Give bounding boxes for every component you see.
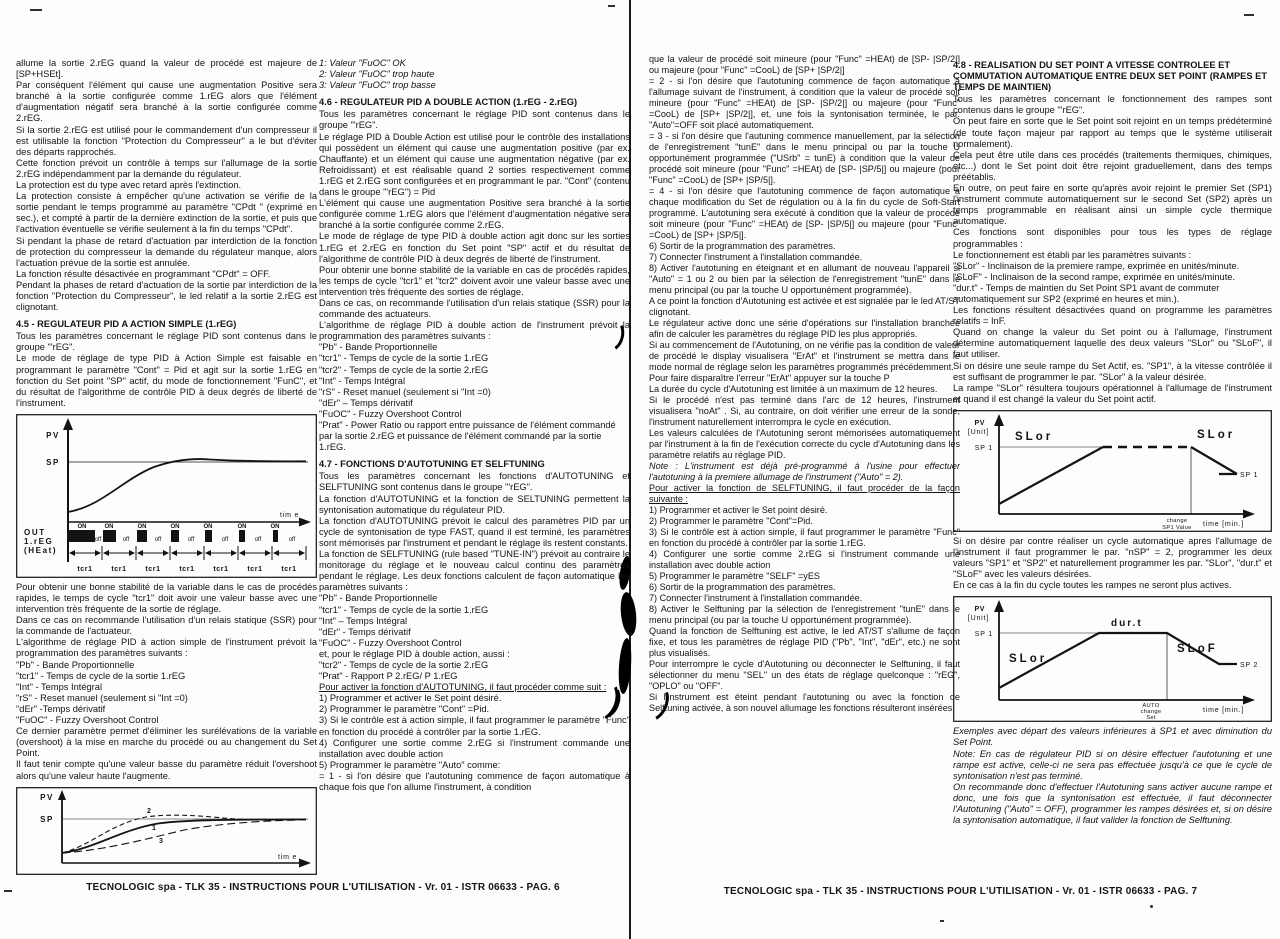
axis-label-pv: PV xyxy=(40,792,54,802)
paragraph: Tous les paramètres concernant les fonctions d'AUTOTUNING et SELFTUNING sont contenus dans le groupe "'rEG". xyxy=(319,471,630,493)
pulse-off-label: off xyxy=(288,536,296,543)
section-heading: 4.5 - REGULATEUR PID A ACTION SIMPLE (1.rEG) xyxy=(16,319,237,330)
paragraph: Note: En cas de régulateur PID si on désire effectuer l'autotuning et une rampe est active, celle-ci ne sera pas effectuée jusqu'à ce que le cycle de syntonisation n'est pas terminé. xyxy=(953,748,1272,781)
fuoc-overshoot-diagram xyxy=(16,787,317,875)
text-block-group xyxy=(953,726,1272,826)
paragraph: En outre, on peut faire en sorte qu'après avoir rejoint le premier Set (SP1) l'instrument commute automatiquement sur le second Set (SP2) après un temps programmable en réalisant ainsi un simple cycle thermique automatique. xyxy=(953,183,1272,227)
paragraph: 3) Si le contrôle est à action simple, il faut programmer le paramètre "Func" en fonction du procédé à contrôler par la sortie 1.rEG. xyxy=(649,527,960,548)
pulse-on-label: ON xyxy=(237,523,247,530)
paragraph: La rampe "SLor" résultera toujours opérationnel à l'allumage de l'instrument et quand il est changé la valeur du Set point actif. xyxy=(953,382,1272,404)
pulse-off-label: off xyxy=(154,536,162,543)
slor-label: SLor xyxy=(1015,430,1054,443)
paragraph: 2) Programmer le paramètre "Cont" =Pid. xyxy=(319,704,490,715)
paragraph: Si l'instrument est éteint pendant l'autotuning ou avec la fonction de Selftuning activée, à son nouvel allumage les fonctions résulteront insérées. xyxy=(649,692,960,713)
tcr1-label: tcr1 xyxy=(179,565,195,573)
axis-label-time: tim e xyxy=(278,853,298,861)
sp2-label: SP 2 xyxy=(1240,662,1259,670)
paragraph: = 1 - si l'on désire que l'autotuning commence de façon automatique à chaque fois que l'on allume l'instrument, à condition xyxy=(319,770,630,792)
paragraph: 8) Activer l'autotuning en éteignant et en allumant de nouveau l'appareil si "Auto" = 1 ou 2 ou bien par la sélection de l'enregistrement "tunE" dans le menu principal (ou par la touche U opportunément programmée). xyxy=(649,263,960,295)
axis-label-pv: PV xyxy=(974,419,985,427)
slor-label: SLor xyxy=(1009,653,1048,666)
paragraph: Quand la fonction de Selftuning est active, le led AT/ST s'allume de façon fixe, et tous les paramètres de réglage PID ("Pb", "Int", "dEr", etc.) ne sont plus visualisés. xyxy=(649,626,960,658)
pulse-off-label: off xyxy=(94,536,102,543)
paragraph: "tcr2" - Temps de cycle de la sortie 2.rEG xyxy=(319,659,489,670)
paragraph: "tcr2" - Temps de cycle de la sortie 2.rEG xyxy=(319,364,489,375)
paragraph: "SLoF" - Inclinaison de la second rampe, exprimée en unités/minute. xyxy=(953,271,1236,282)
paragraph: "Pb" - Bande Proportionnelle xyxy=(319,593,438,604)
tcr1-label: tcr1 xyxy=(213,565,229,573)
paragraph: Ce dernier paramètre permet d'éliminer les surélévations de la variable (overshoot) à la mise en marche du procédé ou au changement du Set Point. xyxy=(16,726,317,759)
paragraph: 8) Activer le Selftuning par la sélection de l'enregistrement "tunE" dans le menu principal (ou par la touche U opportunément programmée). xyxy=(649,604,960,625)
curve-label-3: 3 xyxy=(159,837,164,845)
paragraph: 1) Programmer et activer le Set point désiré. xyxy=(319,693,502,704)
paragraph: "FuOC" - Fuzzy Overshoot Control xyxy=(319,637,462,648)
paragraph: On peut faire en sorte que le Set point soit rejoint en un temps prédéterminé (de toute façon majeur par rapport au temps que le système utiliserait normalement). xyxy=(953,116,1272,149)
paragraph: 6) Sortir de la programmation des paramètres. xyxy=(649,582,836,592)
paragraph: Cela peut être utile dans ces procédés (traitements thermiques, chimiques, etc...) dont le Set point doit être rejoint graduellement, dans des temps préétablis. xyxy=(953,149,1272,182)
paragraph: "Int" - Temps Intégral xyxy=(16,681,103,692)
paragraph: Pour obtenir une bonne stabilité de la variable en cas de procédés rapides, les temps de cycle "tcr1" et "tcr2" doivent avoir une valeur basse avec une intervention très fréquente des sorties de réglage. xyxy=(319,264,630,297)
paragraph: "Prat" - Rapport P 2.rEG/ P 1.rEG xyxy=(319,671,458,682)
text-block-group xyxy=(953,60,1272,405)
auto-change-label: Set xyxy=(1146,715,1156,722)
paragraph: Pour faire disparaître l'erreur "ErAt" appuyer sur la touche P xyxy=(649,373,890,383)
paragraph: Pour activer la fonction d'AUTOTUNING, il faut procéder comme suit : xyxy=(319,682,607,693)
right-page-column-2 xyxy=(953,54,1272,886)
paragraph: 4) Configurer une sortie comme 2.rEG si l'instrument commande une installation avec double action xyxy=(319,737,630,759)
pulse-on-label: ON xyxy=(137,523,147,530)
paragraph: Si le procédé n'est pas terminé dans l'arc de 12 heures, l'instrument visualisera "noAt" . Si, au contraire, on doit vérifier une erreur de la sonde, l'instrument naturellement interrompra le cycle en exécution. xyxy=(649,395,960,427)
paragraph: Tous les paramètres concernant le réglage PID sont contenus dans le groupe "'rEG". xyxy=(319,109,630,131)
paragraph: 3: Valeur "FuOC" trop basse xyxy=(319,80,436,91)
paragraph: Le mode de réglage de type PID à Action Simple est faisable en programmant le paramètre "Cont" = Pid et agit sur la sortie 1.rEG en fonction du Set point "SP" actif, du mode de fonctionnement "FunC", et du résultat de l'algorithme de contrôle PID à deux degrés de liberté de l'instrument. xyxy=(16,353,317,408)
paragraph: Dans ce cas on recommande l'utilisation d'un relais statique (SSR) pour la commande de l'actuateur. xyxy=(16,615,317,637)
crop-mark xyxy=(1244,14,1254,16)
output-label: (HEat) xyxy=(24,545,58,555)
sp1-label: SP 1 xyxy=(974,631,993,639)
axis-label-pv: PV xyxy=(46,430,60,440)
axis-label-time: tim e xyxy=(280,511,300,519)
pulse-off-label: off xyxy=(187,536,195,543)
section-heading: 4.8 - REALISATION DU SET POINT A VITESSE CONTROLEE ET COMMUTATION AUTOMATIQUE ENTRE DEUX SET POINT (RAMPES ET TEMPS DE MAINTIEN) xyxy=(953,60,1268,93)
paragraph: Si au commencement de l'Autotuning, on ne vérifie pas la condition de valeur de procédé le display visualisera "ErAt" et l'instrument se mettra dans le mode normal de réglage selon les paramètres programmés précédemment. xyxy=(649,340,960,372)
paragraph: Le mode de réglage de type PID à double action agit donc sur les sorties 1.rEG et 2.rEG en fonction du Set point "SP" actif et du résultat de l'algorithme de contrôle PID à deux degrés de liberté de l'instrument. xyxy=(319,231,630,264)
paragraph: Tous les paramètres concernant le fonctionnement des rampes sont contenus dans le groupe "'rEG". xyxy=(953,94,1272,116)
crop-mark xyxy=(30,9,42,11)
section-heading: 4.7 - FONCTIONS D'AUTOTUNING ET SELFTUNING xyxy=(319,459,545,470)
paragraph: 1: Valeur "FuOC" OK xyxy=(319,58,406,68)
paragraph: 2: Valeur "FuOC" trop haute xyxy=(319,69,435,80)
tcr1-label: tcr1 xyxy=(77,565,93,573)
paragraph: que la valeur de procédé soit mineure (pour "Func" =HEAt) de [SP- |SP/2|] ou majeure (pour "Func" =CooL) de [SP+ |SP/2|] xyxy=(649,54,960,75)
curve-label-1: 1 xyxy=(152,824,157,832)
paragraph: Le réglage PID à Double Action est utilisé pour le contrôle des installations qui possèdent un élément qui cause une augmentation positive (par ex. Chauffante) et un élément qui cause une augmentation négative (par ex. Refroidissant) et est réalisable quand 2 sorties respectivement comme 1.rEG et 2.rEG sont configurées et en programmant le par. "Cont" (contenu dans le groupe "'rEG") = Pid xyxy=(319,131,630,198)
axis-label-time: time [min.] xyxy=(1203,707,1245,715)
auto-change-label: AUTO xyxy=(1142,703,1160,710)
output-label: 1.rEG xyxy=(24,536,54,546)
paragraph: "Pb" - Bande Proportionnelle xyxy=(319,342,438,353)
paragraph: "FuOC" - Fuzzy Overshoot Control xyxy=(319,408,462,419)
paragraph: Pour obtenir une bonne stabilité de la variable dans le cas de procédés rapides, le temps de cycle "tcr1" doit avoir une valeur basse avec une intervention très fréquente de la sortie de réglage. xyxy=(16,581,317,615)
left-page-column-1 xyxy=(16,58,317,880)
paragraph: "dEr" – Temps dérivatif xyxy=(319,397,413,408)
crop-mark xyxy=(940,920,944,922)
pulse-off-label: off xyxy=(254,536,262,543)
pid-simple-action-diagram xyxy=(16,414,317,578)
crop-mark xyxy=(608,5,615,7)
paragraph: Cette fonction prévoit un contrôle à temps sur l'allumage de la sortie 2.rEG indépendamment par la demande du régulateur. xyxy=(16,157,317,179)
slor-label: SLor xyxy=(1197,428,1236,441)
slof-label: SLoF xyxy=(1177,643,1218,656)
paragraph: = 3 - si l'on désire que l'autuning commence manuellement, par la sélection de l'enregistrement "tunE" dans le menu principal ou par la touche U opportunément programmée ("USrb" = tunE) à condition que la valeur de procédé soit mineure (pour "Func" =HEAt) de [SP- |SP/5|] ou majeure (pour "Func" =CooL) de [SP+ |SP/5|]. xyxy=(649,131,960,185)
paragraph: Si pendant la phase de retard d'actuation par interdiction de la fonction de protection du compresseur la demande du régulateur manque, alors l'actuation prévue de la sortie est annulée. xyxy=(16,235,317,268)
pulse-on-label: ON xyxy=(77,523,87,530)
paragraph: 6) Sortir de la programmation des paramètres. xyxy=(649,241,836,251)
paragraph: La fonction de SELFTUNING (rule based "TUNE-IN") prévoit au contraire le monitorage du réglage et le nouveau calcul continu des paramètres pendant le réglage. Les deux fonctions calculent de façon automatique les paramètres suivants : xyxy=(319,549,630,593)
paragraph: Si on désire par contre réaliser un cycle automatique apres l'allumage de l'instrument il faut programmer le par. "nSP" = 2, programmer les deux valeurs "SP1" et "SP2" et naturellement programmer les par. "SLor", "dur.t" et "SLoF" avec les valeurs désirées. xyxy=(953,535,1272,580)
text-block-group xyxy=(16,582,317,782)
paragraph: et, pour le réglage PID à double action, aussi : xyxy=(319,648,510,659)
paragraph: = 2 - si l'on désire que l'autotuning commence de façon automatique à l'allumage suivant de l'instrument, à condition que la valeur de procédé soit mineure (pour "Func" =HEAt) de [SP- |SP/2|] ou majeure (pour "Func" =CooL) de [SP+ |SP/2|], et, une fois la syntonisation terminée, le par. "Auto"=OFF soit placé automatiquement. xyxy=(649,76,960,130)
paragraph: "dEr" - Temps dérivatif xyxy=(319,626,411,637)
paragraph: Les fonctions résultent désactivées quand on programme les paramètres relatifs = InF. xyxy=(953,305,1272,327)
paragraph: La durée du cycle d'Autotuning est limitée à un maximum de 12 heures. xyxy=(649,384,938,394)
paragraph: Ces fonctions sont disponibles pour tous les types de réglage programmables : xyxy=(953,227,1272,249)
pulse-off-label: off xyxy=(122,536,130,543)
paragraph: "rS" - Reset manuel (seulement si "Int =0) xyxy=(319,386,491,397)
paragraph: "Int" - Temps Intégral xyxy=(319,375,406,386)
paragraph: "SLor" - Inclinaison de la premiere rampe, exprimée en unités/minute. xyxy=(953,260,1240,271)
text-block-group xyxy=(953,536,1272,591)
paragraph: Exemples avec départ des valeurs inférieures à SP1 et avec diminution du Set Point. xyxy=(953,726,1272,748)
curve-label-2: 2 xyxy=(147,807,152,815)
paragraph: La protection consiste à empêcher qu'une activation se vérifie de la sortie pendant le temps programmé au paramètre "CPdt " (exprimé en sec.), et compté à partir de la dernière extinction de la sortie, et puis que l'activation éventuelle se vérifie seulement à la fin du temps "CPdt". xyxy=(16,191,317,235)
paragraph: La fonction d'AUTOTUNING prévoit le calcul des paramètres PID par un cycle de syntonisation de type FAST, quand il est terminé, les paramètres sont mémorisés par l'instrument et pendant le réglage ils restent constants. xyxy=(319,515,630,548)
output-label: OUT xyxy=(24,527,46,537)
crop-mark xyxy=(4,890,12,892)
paragraph: Note : L'instrument est déjà pré-programmé à l'usine pour effectuer l'autotuning à la premiere allumage de l'instrument ("Auto" = 2). xyxy=(649,461,960,482)
durt-label: dur.t xyxy=(1111,618,1143,630)
paragraph: Quand on change la valeur du Set point ou à l'allumage, l'instrument détermine automatiquement laquelle des deux valeurs "SLor" ou "SLoF", il faut utiliser. xyxy=(953,327,1272,360)
paragraph: "Pb" - Bande Proportionnelle xyxy=(16,659,135,670)
change-label: SP1 Value xyxy=(1162,524,1192,531)
paragraph: "Prat" - Power Ratio ou rapport entre puissance de l'élément commandé par la sortie 2.rEG et puissance de l'élément commandé par la sortie 1.rEG. xyxy=(319,420,616,453)
tcr1-label: tcr1 xyxy=(145,565,161,573)
page-footer-right: TECNOLOGIC spa - TLK 35 - INSTRUCTIONS POUR L'UTILISATION - Vr. 01 - ISTR 06633 - PAG. 7 xyxy=(723,886,1198,897)
crop-mark xyxy=(1150,905,1153,908)
paragraph: Le fonctionnement est établi par les paramètres suivants : xyxy=(953,249,1192,260)
text-block-group xyxy=(16,58,317,409)
pulse-on-label: ON xyxy=(203,523,213,530)
sp1-label: SP 1 xyxy=(974,444,993,452)
paragraph: On recommande donc d'effectuer l'Autotuning sans activer aucune rampe et donc, une fois que la syntonisation est effectuée, il faut déconnecter l'Autotuning ("Auto" = OFF), programmer les rampes désirées et, si on désire la syntonisation automatique, il faut valider la fonction de Selftuning. xyxy=(953,781,1272,826)
axis-label-pv: PV xyxy=(974,606,985,614)
left-page-column-2 xyxy=(319,58,630,880)
paragraph: allume la sortie 2.rEG quand la valeur de procédé est majeure de [SP+HSEt]. xyxy=(16,58,317,80)
paragraph: 2) Programmer le paramètre "Cont"=Pid. xyxy=(649,516,813,526)
pulse-on-label: ON xyxy=(104,523,114,530)
pulse-on-label: ON xyxy=(170,523,180,530)
slor-ramp-diagram xyxy=(953,410,1272,532)
ramp-cycle-diagram xyxy=(953,596,1272,722)
paragraph: La fonction d'AUTOTUNING et la fonction de SELTUNING permettent la syntonisation automatique du régulateur PID. xyxy=(319,493,630,515)
paragraph: Les valeurs calculées de l'Autotuning seront mémorisées automatiquement par l'instrument à la fin de l'exécution correcte du cycle d'Autotuning dans les paramètre relatifs au réglage PID. xyxy=(649,428,960,460)
pulse-off-label: off xyxy=(221,536,229,543)
paragraph: = 4 - si l'on désire que l'autotuning commence de façon automatique à chaque modification du Set de régulation ou à la fin du cycle de Soft-Start programmé. L'autotuning sera exécuté à condition que la valeur de procédé soit mineure (pour "Func" =HEAt) de [SP- |SP/5|] ou majeure (pour "Func" =CooL) de [SP+ |SP/5|]. xyxy=(649,186,960,240)
paragraph: Si on désire une seule rampe du Set Actif, es. "SP1", à la vitesse contrôlée il est suffisant de programmer le par. "SLor" à la valeur désirée. xyxy=(953,360,1272,382)
paragraph: En ce cas à la fin du cycle toutes les rampes ne seront plus actives. xyxy=(953,580,1232,591)
right-page-column-1 xyxy=(649,54,960,882)
paragraph: "dEr" -Temps dérivatif xyxy=(16,703,106,714)
paragraph: Pendant la phases de retard d'actuation de la sortie par interdiction de la fonction "Protection du Compresseur", le led relatif a la sortie 2.rEG est clignotant. xyxy=(16,279,317,313)
paragraph: Pour interrompre le cycle d'Autotuning ou déconnecter le Selftuning, il faut sélectionner du menu "SEL" un des états de réglage quelconque : "rEG", "OPLO" ou "OFF". xyxy=(649,659,960,691)
paragraph: La protection est du type avec retard après l'extinction. xyxy=(16,180,242,191)
axis-label-unit: [Unit] xyxy=(967,428,989,436)
paragraph: "tcr1" - Temps de cycle de la sortie 1.rEG xyxy=(16,670,186,681)
paragraph: 7) Connecter l'instrument à l'installation commandée. xyxy=(649,593,863,603)
paragraph: L'algorithme de réglage PID à action simple de l'instrument prévoit la programmation des paramètres suivants : xyxy=(16,637,317,659)
paragraph: Le régulateur active donc une série d'opérations sur l'installation branchée afin de calculer les paramètres du réglage PID les plus appropriés. xyxy=(649,318,960,339)
axis-label-time: time [min.] xyxy=(1203,520,1245,528)
text-block-group xyxy=(649,54,960,714)
paragraph: Si la sortie 2.rEG est utilisé pour le commandement d'un compresseur il est utilisable la fonction "Protection du Compresseur" a le but d'éviter des départs rapprochés. xyxy=(16,124,317,157)
paragraph: 7) Connecter l'instrument à l'installation commandée. xyxy=(649,252,863,262)
paragraph: 3) Si le contrôle est à action simple, il faut programmer le paramètre "Func" en fonction du procédé à contrôler par la sortie 1.rEG. xyxy=(319,715,630,737)
paragraph: L'élément qui cause une augmentation Positive sera branché à la sortie configurée comme 1.rEG alors que l'élément d'augmentation négative sera branché à la sortie configurée comme 2.rEG. xyxy=(319,198,630,231)
tcr1-label: tcr1 xyxy=(111,565,127,573)
paragraph: 5) Programmer le paramètre "Auto" comme: xyxy=(319,759,501,770)
paragraph: 5) Programmer le paramètre "SELF" =yES xyxy=(649,571,820,581)
paragraph: Dans ce cas, on recommande l'utilisation d'un relais statique (SSR) pour la commande des actuateurs. xyxy=(319,297,630,320)
section-heading: 4.6 - REGULATEUR PID A DOUBLE ACTION (1.rEG - 2.rEG) xyxy=(319,97,578,108)
paragraph: Tous les paramètres concernant le réglage PID sont contenus dans le groupe "'rEG". xyxy=(16,331,317,353)
sp1-right-label: SP 1 xyxy=(1240,471,1259,479)
pulse-on-label: ON xyxy=(270,523,280,530)
paragraph: La fonction résulte désactivée en programmant "CPdt" = OFF. xyxy=(16,268,271,279)
paragraph: "FuOC" - Fuzzy Overshoot Control xyxy=(16,715,159,726)
paragraph: "Int" – Temps Intégral xyxy=(319,615,408,626)
paragraph: 4) Configurer une sortie comme 2.rEG si l'instrument commande une installation avec double action xyxy=(649,549,960,570)
paragraph: "tcr1" - Temps de cycle de la sortie 1.rEG xyxy=(319,604,489,615)
paragraph: 1) Programmer et activer le Set point désiré. xyxy=(649,505,828,515)
page-footer-left: TECNOLOGIC spa - TLK 35 - INSTRUCTIONS POUR L'UTILISATION - Vr. 01 - ISTR 06633 - PAG. 6 xyxy=(86,882,560,893)
paragraph: Il faut tenir compte qu'une valeur basse du paramètre réduit l'overshoot alors qu'une valeur haute l'augmente. xyxy=(16,759,317,781)
paragraph: L'algorithme de réglage PID à double action de l'instrument prévoit la programmation des paramètres suivants : xyxy=(319,320,630,342)
paragraph: Pour activer la fonction de SELFTUNING, il faut procéder de la façon suivante : xyxy=(649,483,960,504)
paragraph: "tcr1" - Temps de cycle de la sortie 1.rEG xyxy=(319,353,489,364)
tcr1-label: tcr1 xyxy=(281,565,297,573)
axis-label-unit: [Unit] xyxy=(967,615,989,623)
change-label: change xyxy=(1166,517,1188,524)
axis-label-sp: SP xyxy=(40,814,54,824)
tcr1-label: tcr1 xyxy=(247,565,263,573)
paragraph: "rS" - Reset manuel (seulement si "Int =0) xyxy=(16,692,188,703)
text-block-group xyxy=(319,58,630,793)
axis-label-sp: SP xyxy=(46,457,60,467)
paragraph: Par conséquent l'élément qui cause une augmentation Positive sera branché à la sortie configurée comme 1.rEG alors que l'élément d'augmentation négatif sera branché à la sortie configurée comme 2.rEG. xyxy=(16,80,317,124)
auto-change-label: change xyxy=(1140,709,1162,716)
paragraph: "dur.t" - Temps de maintien du Set Point SP1 avant de commuter automatiquement sur SP2 (exprimé en heures et min.). xyxy=(953,282,1220,304)
paragraph: A ce point la fonction d'Autotuning est activée et est signalée par le led AT/ST clignotant. xyxy=(649,296,960,317)
